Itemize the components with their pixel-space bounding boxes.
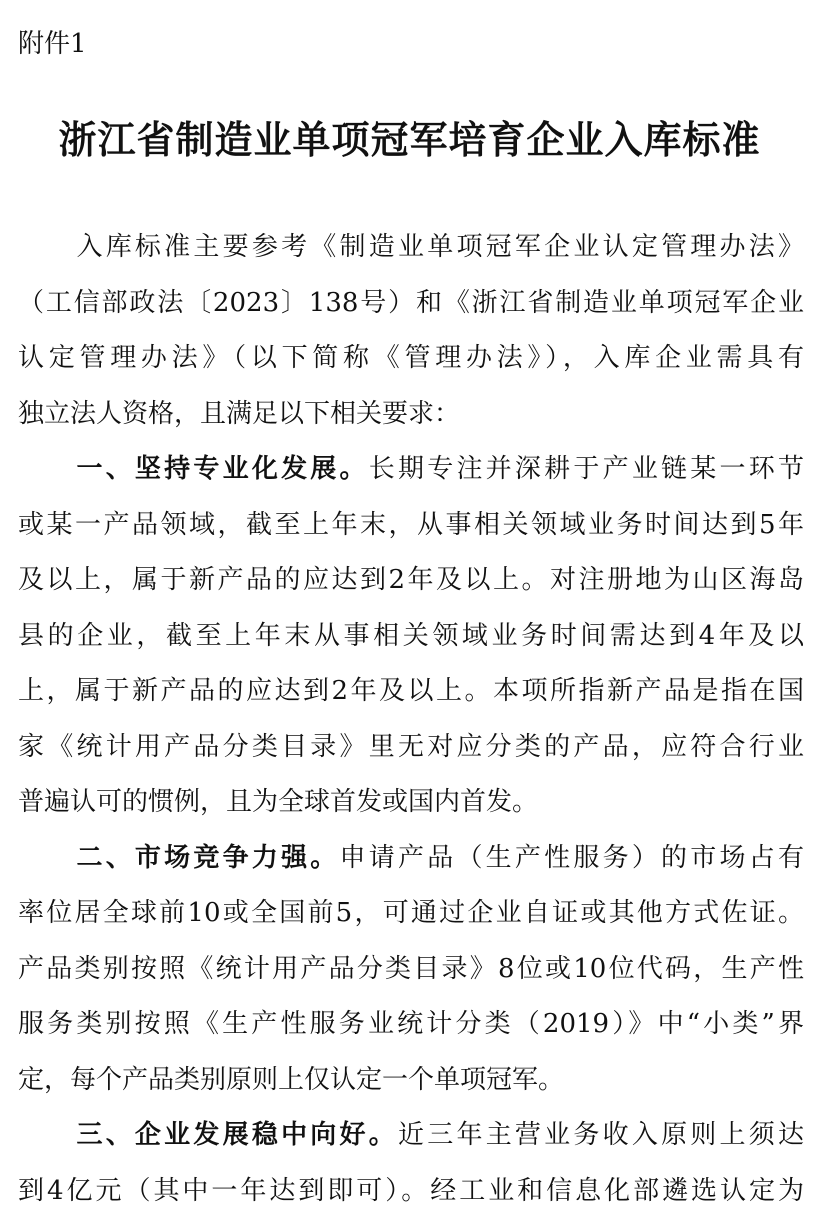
text-line [18,720,804,776]
text-line [18,942,804,998]
text-line [18,664,804,720]
line-text: 独立法人资格，且满足以下相关要求： [18,399,460,429]
text-line [18,498,804,554]
document-title: 浙江省制造业单项冠军培育企业入库标准 [0,112,819,168]
text-line [18,387,804,443]
line-text: 入库标准主要参考《制造业单项冠军企业认定管理办法》 [18,232,804,262]
text-line [18,331,804,387]
text-line [18,831,804,887]
line-text: 认定管理办法》（以下简称《管理办法》），入库企业需具有 [18,343,804,373]
line-text: 上，属于新产品的应达到2年及以上。本项所指新产品是指在国 [18,676,804,706]
text-line [18,886,804,942]
text-line [18,1108,804,1164]
line-text: 或某一产品领域，截至上年末，从事相关领域业务时间达到5年 [18,510,804,540]
text-line [18,609,804,665]
document-body [18,220,804,1219]
section-heading: 一、坚持专业化发展。 [18,454,369,484]
line-text: 到4亿元（其中一年达到即可）。经工业和信息化部遴选认定为 [18,1176,804,1206]
text-line [18,997,804,1053]
text-line [18,553,804,609]
text-line [18,276,804,332]
line-text: 县的企业，截至上年末从事相关领域业务时间需达到4年及以 [18,621,804,651]
line-text: 申请产品（生产性服务）的市场占有 [340,843,804,873]
section-heading: 二、市场竞争力强。 [18,843,340,873]
line-text: 产品类别按照《统计用产品分类目录》8位或10位代码，生产性 [18,954,804,984]
line-text: 长期专注并深耕于产业链某一环节 [369,454,804,484]
line-text: 服务类别按照《生产性服务业统计分类（2019）》中“小类”界 [18,1009,804,1039]
text-line [18,1164,804,1219]
text-line [18,442,804,498]
line-text: 家《统计用产品分类目录》里无对应分类的产品，应符合行业 [18,732,804,762]
line-text: 率位居全球前10或全国前5，可通过企业自证或其他方式佐证。 [18,898,804,928]
text-line [18,220,804,276]
line-text: （工信部政法〔2023〕138号）和《浙江省制造业单项冠军企业 [18,288,804,318]
text-line [18,775,804,831]
line-text: 定，每个产品类别原则上仅认定一个单项冠军。 [18,1065,564,1095]
line-text: 近三年主营业务收入原则上须达 [398,1120,804,1150]
line-text: 及以上，属于新产品的应达到2年及以上。对注册地为山区海岛 [18,565,804,595]
section-heading: 三、企业发展稳中向好。 [18,1120,398,1150]
attachment-label: 附件1 [18,28,87,60]
line-text: 普遍认可的惯例，且为全球首发或国内首发。 [18,787,538,817]
text-line [18,1053,804,1109]
